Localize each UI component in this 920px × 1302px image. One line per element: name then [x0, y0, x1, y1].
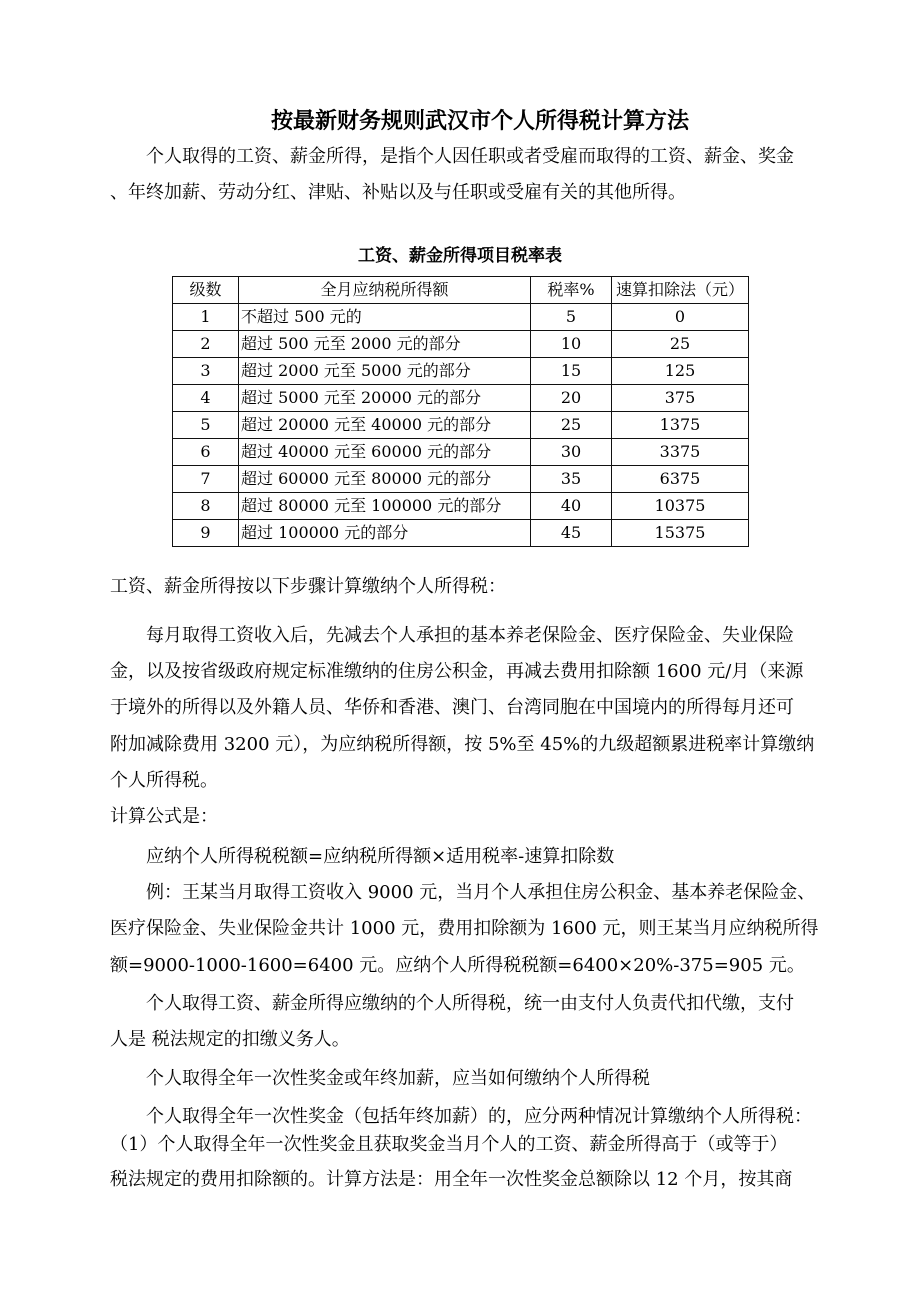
cell-deduction: 25 — [612, 331, 749, 358]
cell-income: 超过 20000 元至 40000 元的部分 — [239, 412, 531, 439]
body-line: 附加减除费用 3200 元），为应纳税所得额，按 5%至 45%的九级超额累进税率计算缴纳 — [110, 734, 815, 755]
cell-rate: 5 — [531, 304, 612, 331]
table-row — [173, 520, 749, 547]
table-caption: 工资、薪金所得项目税率表 — [358, 246, 562, 266]
table-row — [173, 412, 749, 439]
cell-income: 超过 100000 元的部分 — [239, 520, 531, 547]
cell-income: 超过 500 元至 2000 元的部分 — [239, 331, 531, 358]
cell-rate: 35 — [531, 466, 612, 493]
cell-deduction: 125 — [612, 358, 749, 385]
body-line: 工资、薪金所得按以下步骤计算缴纳个人所得税： — [110, 576, 506, 597]
body-line: （1）个人取得全年一次性奖金且获取奖金当月个人的工资、薪金所得高于（或等于） — [110, 1134, 788, 1155]
cell-level: 8 — [173, 493, 239, 520]
body-line: 医疗保险金、失业保险金共计 1000 元，费用扣除额为 1600 元，则王某当月应纳税所得 — [110, 918, 819, 939]
cell-level: 1 — [173, 304, 239, 331]
cell-deduction: 1375 — [612, 412, 749, 439]
header-deduction: 速算扣除法（元） — [612, 277, 749, 304]
page-title: 按最新财务规则武汉市个人所得税计算方法 — [270, 108, 689, 134]
cell-level: 7 — [173, 466, 239, 493]
intro-line: 个人取得的工资、薪金所得，是指个人因任职或者受雇而取得的工资、薪金、奖金 — [146, 146, 794, 167]
cell-rate: 30 — [531, 439, 612, 466]
cell-income: 超过 2000 元至 5000 元的部分 — [239, 358, 531, 385]
table-row — [173, 358, 749, 385]
cell-income: 超过 5000 元至 20000 元的部分 — [239, 385, 531, 412]
cell-income: 超过 80000 元至 100000 元的部分 — [239, 493, 531, 520]
header-income: 全月应纳税所得额 — [239, 277, 531, 304]
cell-deduction: 3375 — [612, 439, 749, 466]
cell-deduction: 6375 — [612, 466, 749, 493]
cell-rate: 40 — [531, 493, 612, 520]
cell-rate: 45 — [531, 520, 612, 547]
cell-income: 不超过 500 元的 — [239, 304, 531, 331]
table-header-row — [173, 277, 749, 304]
body-line: 金，以及按省级政府规定标准缴纳的住房公积金，再减去费用扣除额 1600 元/月（来源 — [110, 661, 804, 682]
table-row — [173, 466, 749, 493]
cell-level: 9 — [173, 520, 239, 547]
table-row — [173, 493, 749, 520]
body-line: 税法规定的费用扣除额的。计算方法是：用全年一次性奖金总额除以 12 个月，按其商 — [110, 1169, 793, 1190]
cell-rate: 10 — [531, 331, 612, 358]
body-line: 于境外的所得以及外籍人员、华侨和香港、澳门、台湾同胞在中国境内的所得每月还可 — [110, 697, 794, 718]
header-level: 级数 — [173, 277, 239, 304]
cell-level: 2 — [173, 331, 239, 358]
body-line: 例：王某当月取得工资收入 9000 元，当月个人承担住房公积金、基本养老保险金、 — [146, 882, 816, 903]
cell-level: 4 — [173, 385, 239, 412]
body-line: 个人取得工资、薪金所得应缴纳的个人所得税，统一由支付人负责代扣代缴，支付 — [146, 993, 794, 1014]
header-rate: 税率% — [531, 277, 612, 304]
formula-line: 应纳个人所得税税额=应纳税所得额×适用税率-速算扣除数 — [146, 846, 615, 867]
cell-level: 3 — [173, 358, 239, 385]
body-line: 个人取得全年一次性奖金（包括年终加薪）的，应分两种情况计算缴纳个人所得税： — [146, 1106, 812, 1127]
table-row — [173, 304, 749, 331]
table-row — [173, 331, 749, 358]
cell-deduction: 0 — [612, 304, 749, 331]
body-line: 计算公式是： — [110, 806, 218, 827]
body-line: 个人取得全年一次性奖金或年终加薪，应当如何缴纳个人所得税 — [146, 1068, 650, 1089]
cell-income: 超过 60000 元至 80000 元的部分 — [239, 466, 531, 493]
cell-level: 5 — [173, 412, 239, 439]
intro-line: 、年终加薪、劳动分红、津贴、补贴以及与任职或受雇有关的其他所得。 — [110, 182, 686, 203]
cell-deduction: 10375 — [612, 493, 749, 520]
cell-rate: 20 — [531, 385, 612, 412]
cell-deduction: 15375 — [612, 520, 749, 547]
cell-rate: 15 — [531, 358, 612, 385]
table-row — [173, 385, 749, 412]
cell-rate: 25 — [531, 412, 612, 439]
body-line: 个人所得税。 — [110, 770, 218, 791]
body-line: 人是 税法规定的扣缴义务人。 — [110, 1029, 350, 1050]
body-line: 额=9000-1000-1600=6400 元。应纳个人所得税税额=6400×20%-375=905 元。 — [110, 955, 805, 976]
cell-income: 超过 40000 元至 60000 元的部分 — [239, 439, 531, 466]
table-row — [173, 439, 749, 466]
tax-rate-table — [172, 276, 749, 547]
cell-level: 6 — [173, 439, 239, 466]
body-line: 每月取得工资收入后，先减去个人承担的基本养老保险金、医疗保险金、失业保险 — [146, 625, 794, 646]
cell-deduction: 375 — [612, 385, 749, 412]
